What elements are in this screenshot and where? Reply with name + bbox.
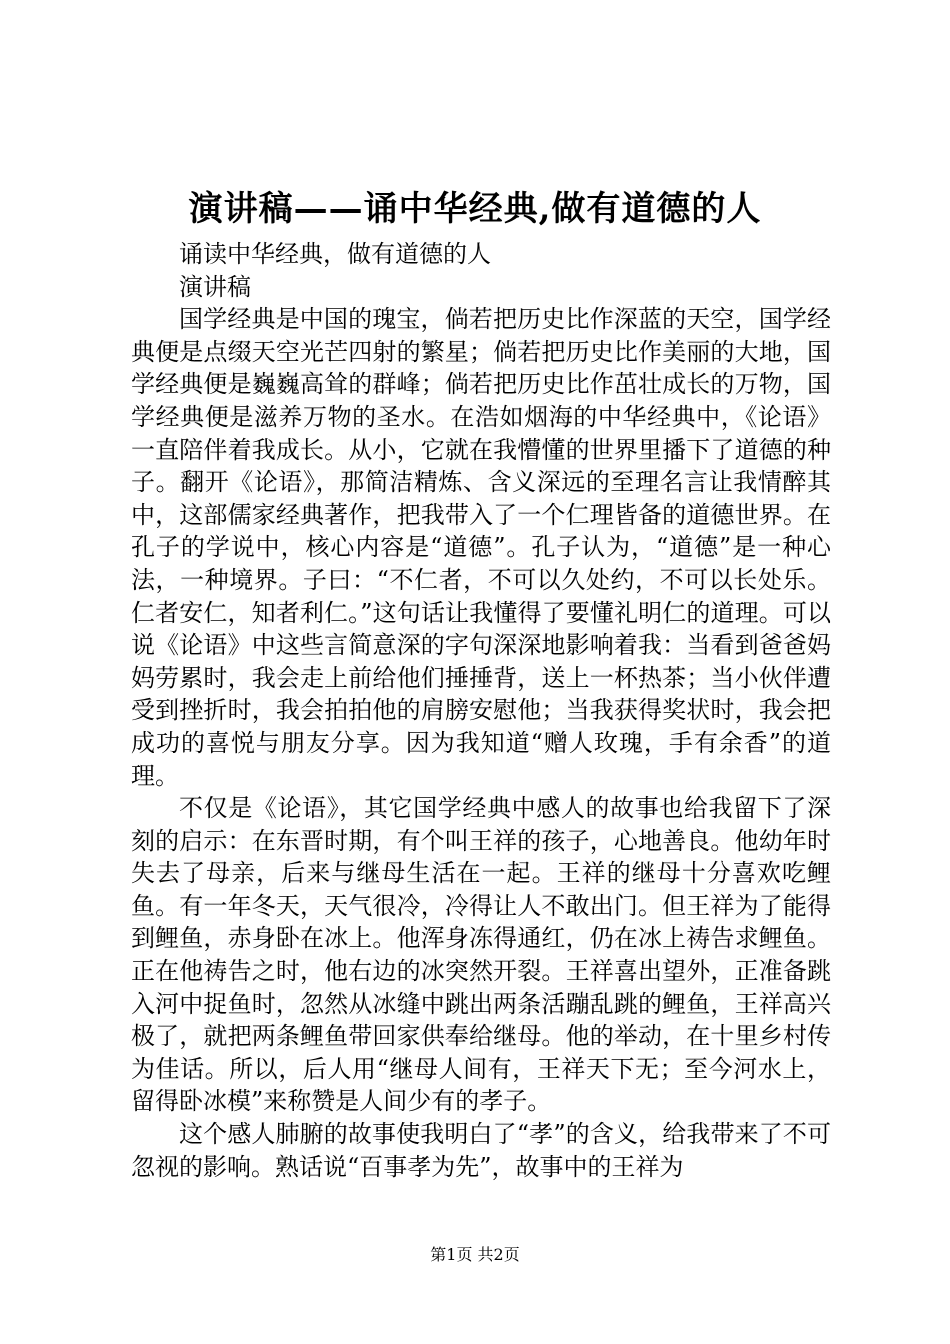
label-paragraph: 演讲稿 (179, 272, 251, 301)
document-title: 演讲稿——诵中华经典,做有道德的人 (188, 189, 762, 229)
page-number-footer: 第1页 共2页 (430, 1245, 520, 1264)
body-paragraph: 这个感人肺腑的故事使我明白了“孝”的含义，给我带来了不可忽视的影响。熟话说“百事孝为先”，故事中的王祥为 (131, 1120, 831, 1181)
subtitle-paragraph: 诵读中华经典，做有道德的人 (179, 240, 491, 268)
body-paragraph: 不仅是《论语》，其它国学经典中感人的故事也给我留下了深刻的启示：在东晋时期，有个叫王祥的孩子，心地善良。他幼年时失去了母亲，后来与继母生活在一起。王祥的继母十分喜欢吃鲤鱼。有一年冬天，天气很冷，冷得让人不敢出门。但王祥为了能得到鲤鱼，赤身卧在冰上。他浑身冻得通红，仍在冰上祷告求鲤鱼。正在他祷告之时，他右边的冰突然开裂。王祥喜出望外，正准备跳入河中捉鱼时，忽然从冰缝中跳出两条活蹦乱跳的鲤鱼，王祥高兴极了，就把两条鲤鱼带回家供奉给继母。他的举动，在十里乡村传为佳话。所以，后人用“继母人间有，王祥天下无；至今河水上，留得卧冰模”来称赞是人间少有的孝子。 (131, 794, 831, 1116)
body-paragraph: 国学经典是中国的瑰宝，倘若把历史比作深蓝的天空，国学经典便是点缀天空光芒四射的繁星；倘若把历史比作美丽的大地，国学经典便是巍巍高耸的群峰；倘若把历史比作茁壮成长的万物，国学经典便是滋养万物的圣水。在浩如烟海的中华经典中，《论语》一直陪伴着我成长。从小，它就在我懵懂的世界里播下了道德的种子。翻开《论语》，那简洁精炼、含义深远的至理名言让我情醉其中，这部儒家经典著作，把我带入了一个仁理皆备的道德世界。在孔子的学说中，核心内容是“道德”。孔子认为，“道德”是一种心法，一种境界。子曰：“不仁者，不可以久处约，不可以长处乐。仁者安仁，知者利仁。”这句话让我懂得了要懂礼明仁的道理。可以说《论语》中这些言简意深的字句深深地影响着我：当看到爸爸妈妈劳累时，我会走上前给他们捶捶背，送上一杯热茶；当小伙伴遭受到挫折时，我会拍拍他的肩膀安慰他；当我获得奖状时，我会把成功的喜悦与朋友分享。因为我知道“赠人玫瑰，手有余香”的道理。 (131, 305, 831, 790)
document-body (131, 238, 831, 1183)
